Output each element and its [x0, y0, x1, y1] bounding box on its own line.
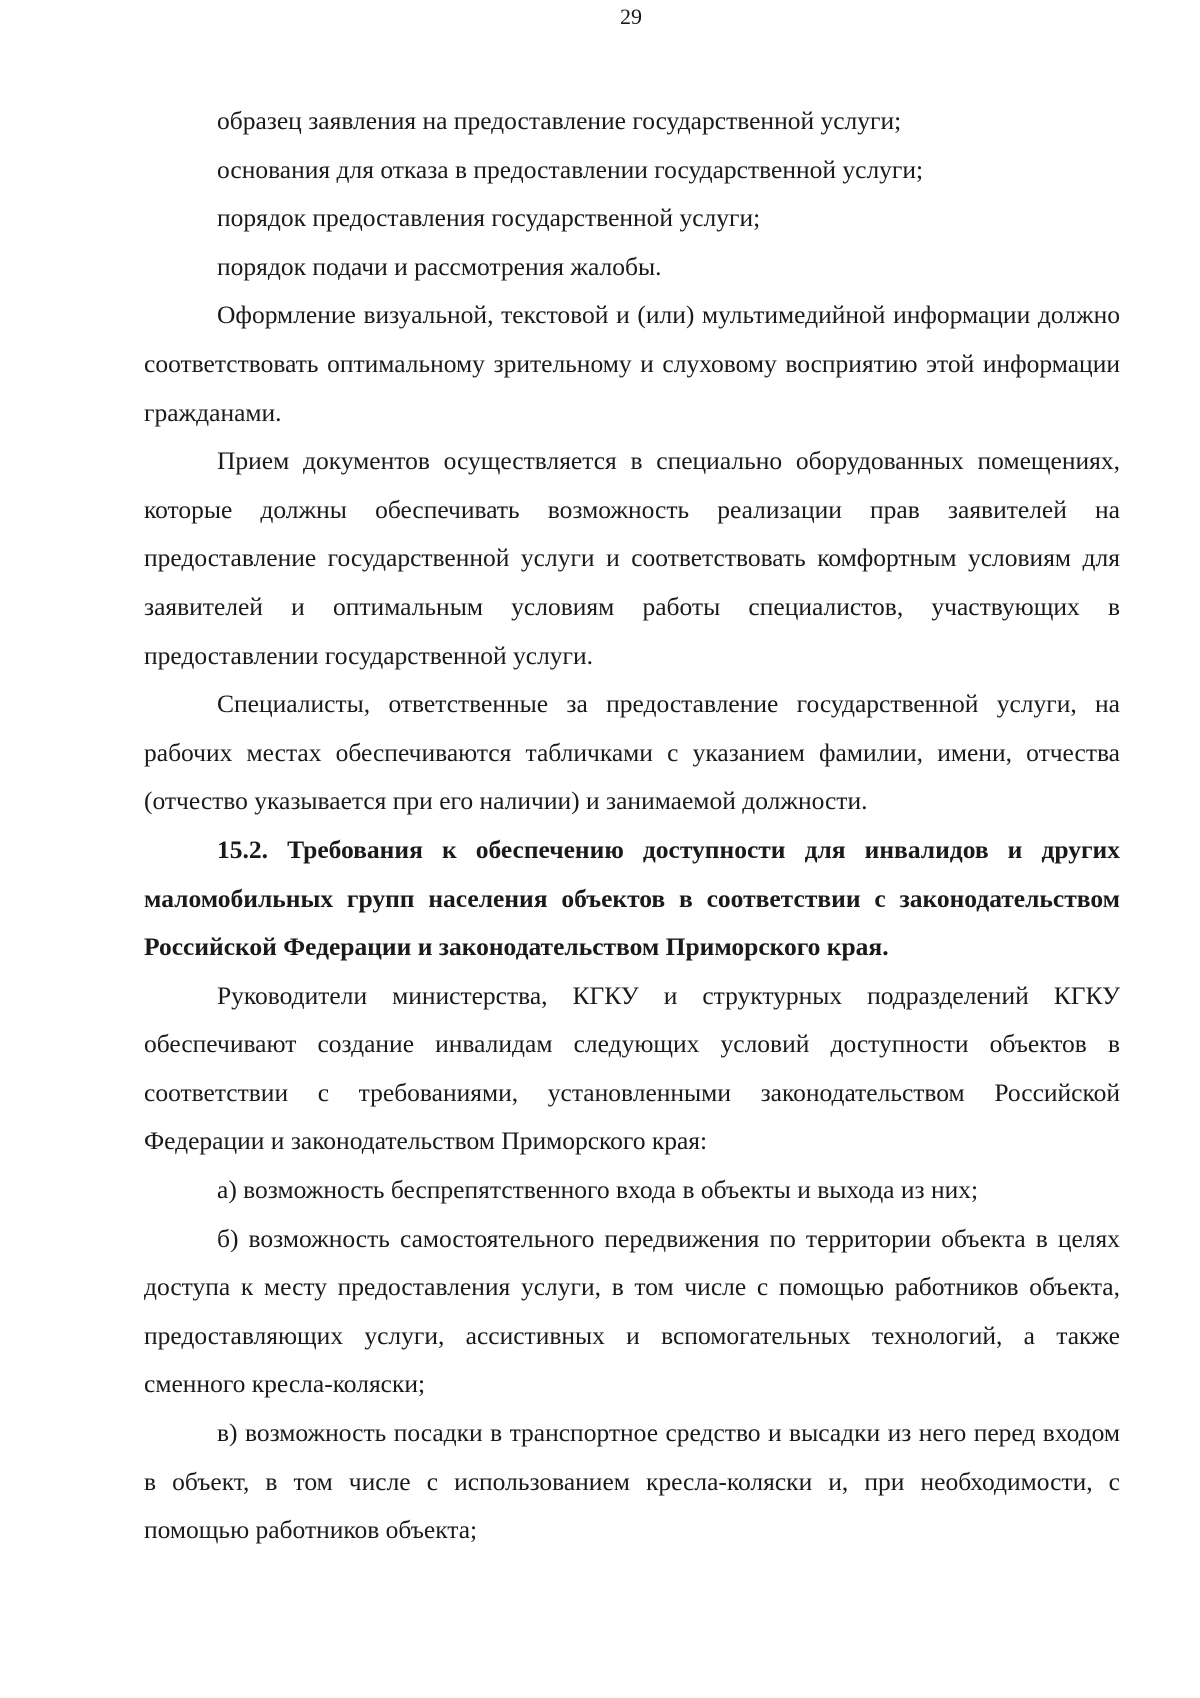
paragraph-specialists-nameplates: Специалисты, ответственные за предоставление государственной услуги, на рабочих местах обеспечиваются табличками с указанием фамилии, имени, отчества (отчество указывается при его наличии) и занимаемой должности. — [144, 689, 1120, 816]
list-item-v: в) возможность посадки в транспортное средство и высадки из него перед входом в объект, в том числе с использованием кресла-коляски и, при необходимости, с помощью работников объекта; — [144, 1418, 1120, 1545]
list-item-refusal-grounds: основания для отказа в предоставлении государственной услуги; — [217, 154, 924, 184]
document-body — [144, 97, 1120, 1555]
paragraph-information-design: Оформление визуальной, текстовой и (или) мультимедийной информации должно соответствовать оптимальному зрительному и слуховому восприятию этой информации гражданами. — [144, 300, 1120, 427]
list-item-b: б) возможность самостоятельного передвижения по территории объекта в целях доступа к месту предоставления услуги, в том числе с помощью работников объекта, предоставляющих услуги, ассистивных и вспомогательных технологий, а также сменного кресла-коляски; — [144, 1223, 1120, 1399]
paragraph-document-reception: Прием документов осуществляется в специально оборудованных помещениях, которые должны обеспечивать возможность реализации прав заявителей на предоставление государственной услуги и соответствовать комфортным условиям для заявителей и оптимальным условиям работы специалистов, участвующих в предоставлении государственной услуги. — [144, 446, 1120, 670]
paragraph-accessibility-conditions: Руководители министерства, КГКУ и структурных подразделений КГКУ обеспечивают создание инвалидам следующих условий доступности объектов в соответствии с требованиями, установленными законодательством Российской Федерации и законодательством Приморского края: — [144, 980, 1120, 1156]
section-heading-15-2: 15.2. Требования к обеспечению доступности для инвалидов и других маломобильных групп населения объектов в соответствии с законодательством Российской Федерации и законодательством Приморского края. — [144, 834, 1120, 962]
list-item-application-sample: образец заявления на предоставление государственной услуги; — [217, 106, 902, 135]
list-item-complaint-procedure: порядок подачи и рассмотрения жалобы. — [217, 251, 662, 281]
list-item-service-procedure: порядок предоставления государственной услуги; — [217, 203, 761, 233]
list-item-a: а) возможность беспрепятственного входа в объекты и выхода из них; — [217, 1175, 979, 1205]
page-number: 29 — [620, 4, 642, 29]
